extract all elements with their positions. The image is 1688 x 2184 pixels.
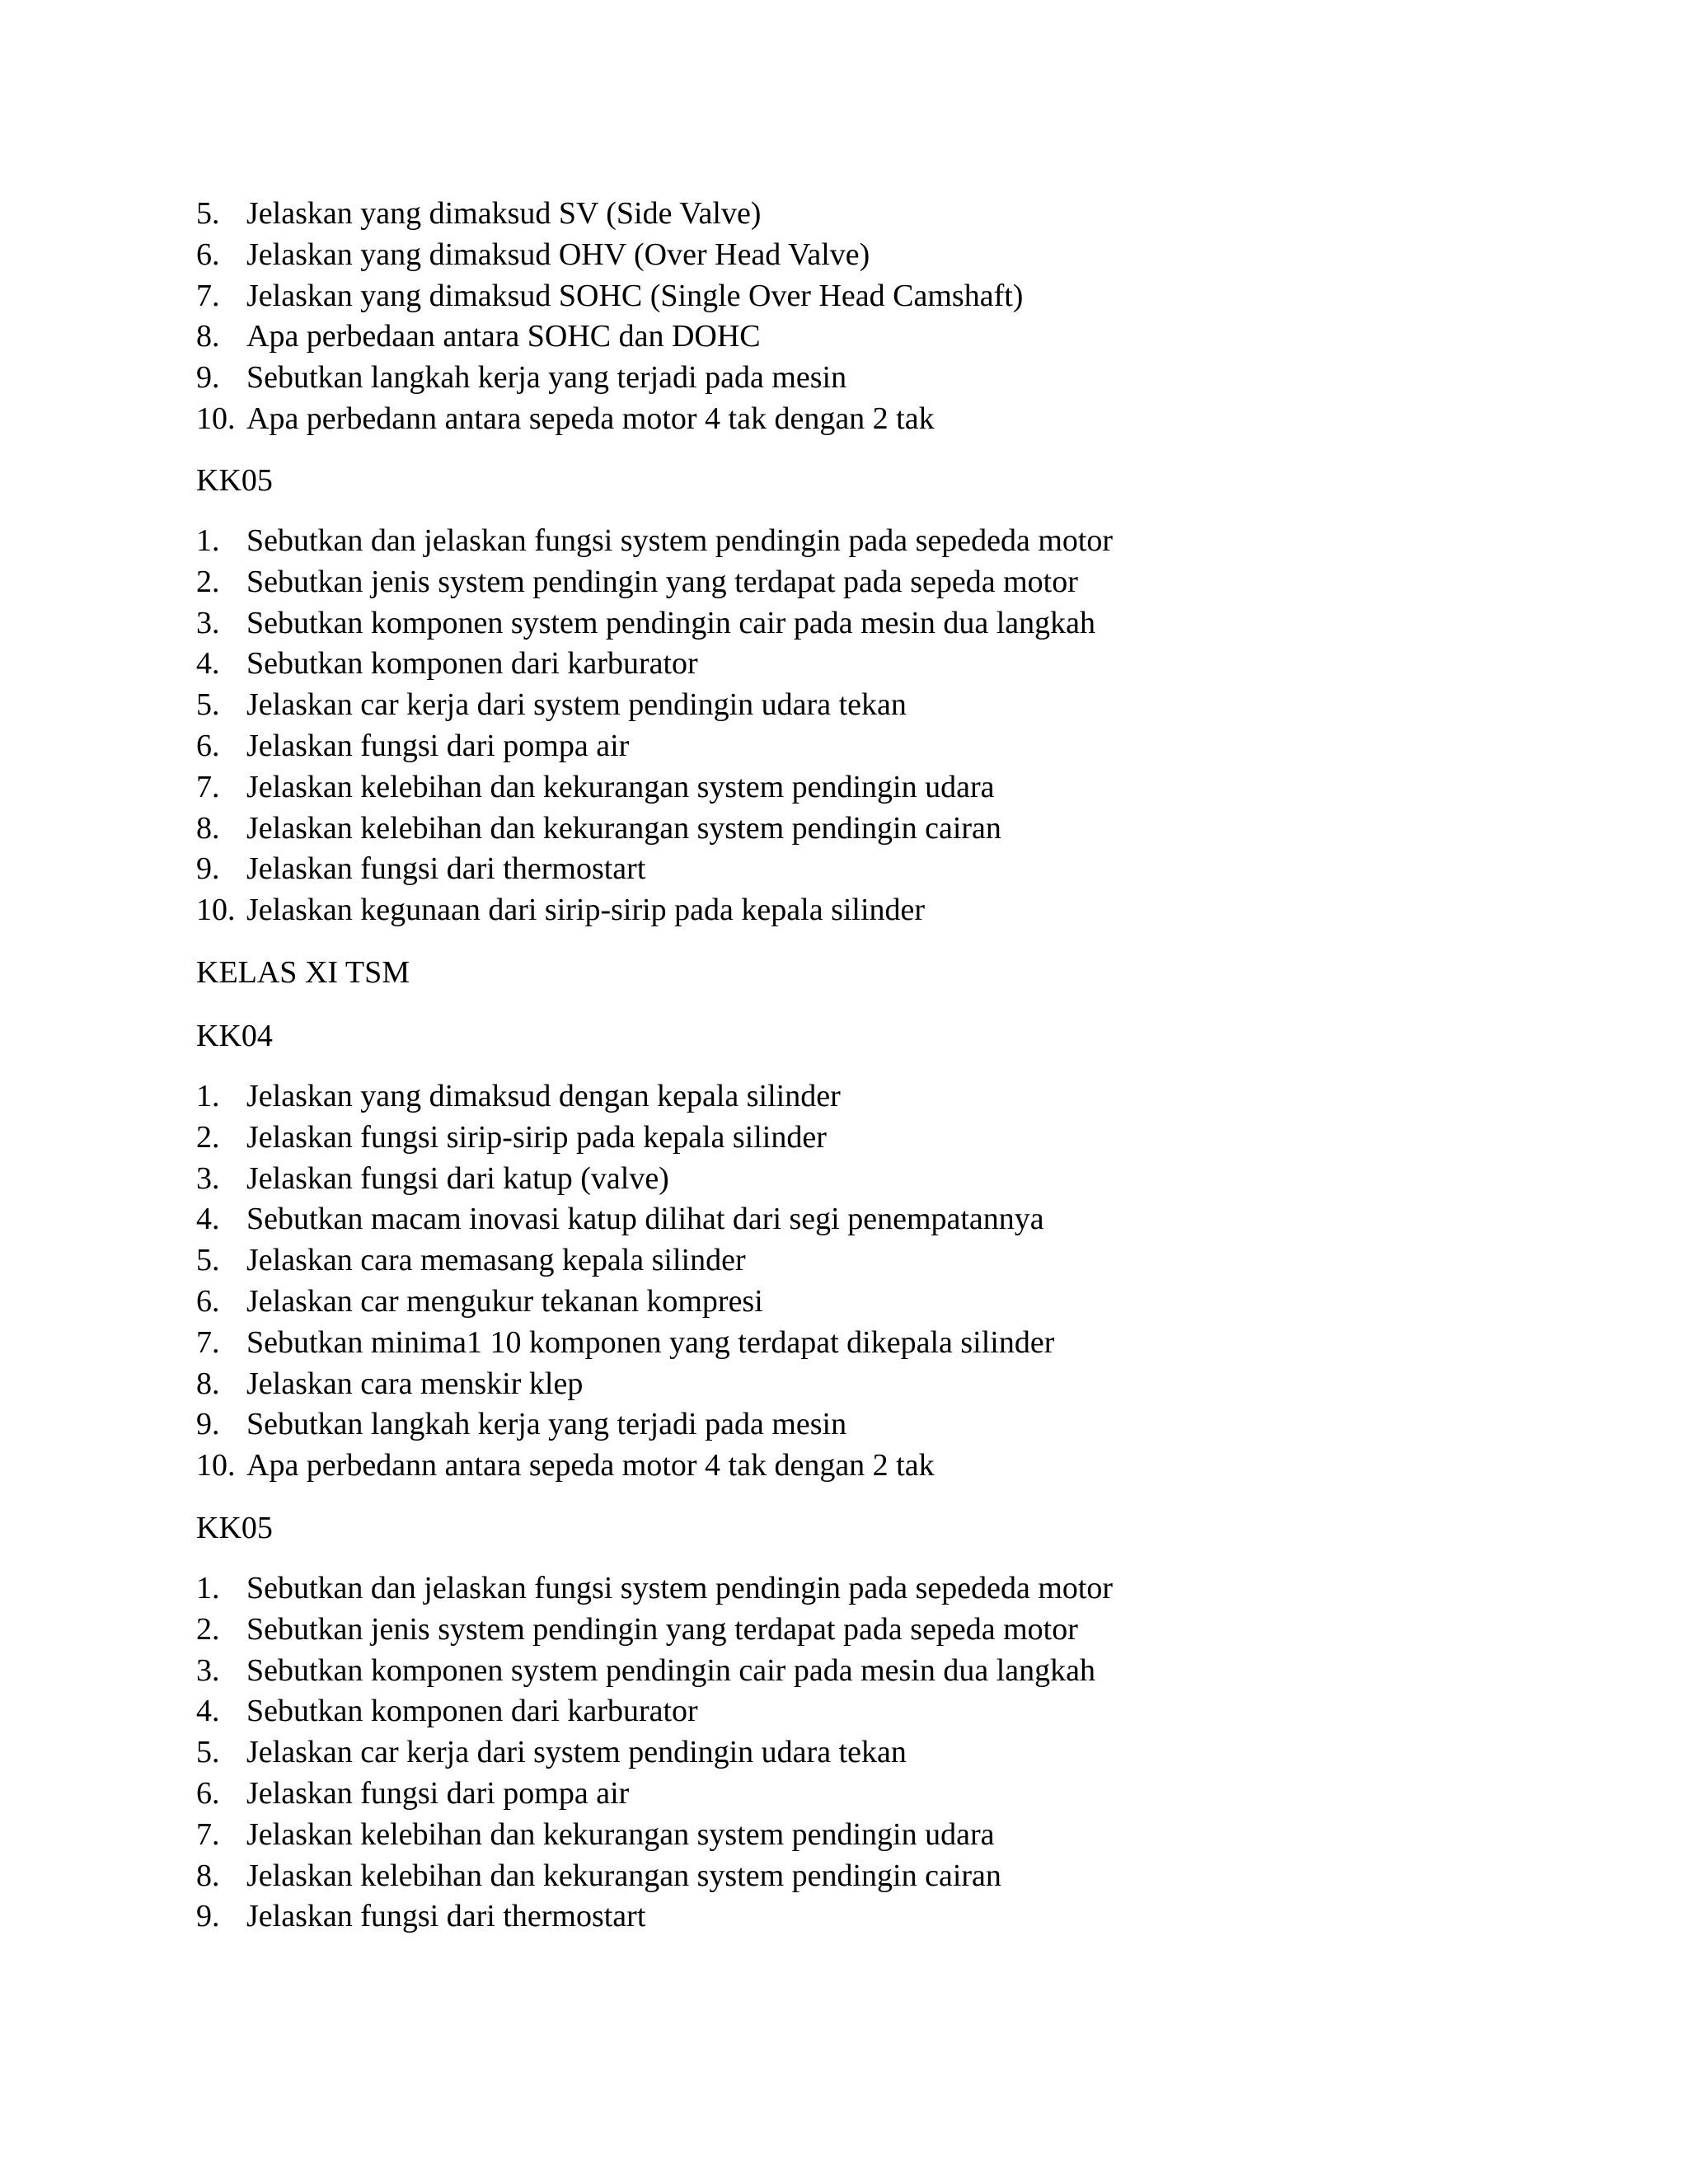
item-number: 7. — [196, 769, 220, 804]
item-number: 5. — [196, 196, 220, 231]
list-item — [196, 767, 1597, 808]
item-text: Jelaskan fungsi dari thermostart — [246, 1899, 646, 1934]
list-item — [196, 399, 1597, 440]
item-text: Jelaskan car mengukur tekanan kompresi — [246, 1283, 763, 1319]
item-number: 2. — [196, 564, 220, 599]
item-number: 6. — [196, 728, 220, 763]
item-text: Sebutkan komponen dari karburator — [246, 1694, 698, 1729]
item-text: Sebutkan dan jelaskan fungsi system pendingin pada sepededa motor — [246, 523, 1114, 558]
question-list — [196, 521, 1597, 931]
item-number: 1. — [196, 1571, 220, 1605]
list-item — [196, 194, 1597, 235]
section-heading-kk05: KK05 — [196, 463, 273, 498]
item-text: Jelaskan yang dimaksud OHV (Over Head Valve) — [246, 237, 870, 272]
list-item — [196, 1651, 1597, 1692]
list-item — [196, 235, 1597, 276]
item-text: Apa perbedaan antara SOHC dan DOHC — [246, 319, 761, 354]
list-item — [196, 849, 1597, 890]
item-text: Sebutkan minima1 10 komponen yang terdapat dikepala silinder — [246, 1324, 1055, 1360]
list-item — [196, 603, 1597, 644]
list-item — [196, 1364, 1597, 1405]
list-item — [196, 890, 1597, 931]
list-item — [196, 1610, 1597, 1651]
item-text: Jelaskan fungsi dari pompa air — [246, 728, 630, 763]
item-text: Sebutkan jenis system pendingin yang terdapat pada sepeda motor — [246, 564, 1078, 599]
list-item — [196, 1815, 1597, 1856]
item-number: 6. — [196, 237, 220, 272]
item-number: 9. — [196, 1899, 220, 1934]
question-list — [196, 1568, 1597, 1938]
list-item — [196, 1732, 1597, 1774]
item-number: 9. — [196, 360, 220, 396]
item-text: Jelaskan kelebihan dan kekurangan system pendingin udara — [246, 769, 995, 804]
item-number: 3. — [196, 1160, 220, 1196]
item-text: Sebutkan langkah kerja yang terjadi pada mesin — [246, 1407, 847, 1442]
list-item — [196, 1896, 1597, 1938]
item-text: Sebutkan langkah kerja yang terjadi pada mesin — [246, 360, 847, 396]
item-text: Jelaskan fungsi dari katup (valve) — [246, 1160, 669, 1196]
item-text: Jelaskan fungsi dari thermostart — [246, 851, 646, 887]
item-text: Jelaskan yang dimaksud dengan kepala silinder — [246, 1079, 841, 1113]
item-text: Jelaskan kelebihan dan kekurangan system pendingin udara — [246, 1816, 995, 1852]
item-number: 8. — [196, 1366, 220, 1401]
question-list-continued — [196, 194, 1597, 440]
list-item — [196, 1446, 1597, 1487]
item-number: 1. — [196, 1079, 220, 1113]
item-text: Sebutkan macam inovasi katup dilihat dari segi penempatannya — [246, 1202, 1044, 1237]
item-number: 3. — [196, 1652, 220, 1688]
item-number: 8. — [196, 810, 220, 846]
list-item — [196, 726, 1597, 767]
item-number: 5. — [196, 687, 220, 723]
item-number: 2. — [196, 1611, 220, 1647]
list-item — [196, 1774, 1597, 1815]
list-item — [196, 1691, 1597, 1732]
item-text: Sebutkan dan jelaskan fungsi system pendingin pada sepededa motor — [246, 1571, 1114, 1605]
list-item — [196, 1282, 1597, 1323]
list-item — [196, 1404, 1597, 1446]
item-text: Apa perbedann antara sepeda motor 4 tak dengan 2 tak — [246, 401, 935, 436]
item-number: 8. — [196, 319, 220, 354]
list-item — [196, 276, 1597, 317]
question-list-kk05 — [196, 521, 1597, 931]
list-item — [196, 1199, 1597, 1240]
section-heading-kk04: KK04 — [196, 1019, 273, 1053]
item-text: Jelaskan fungsi sirip-sirip pada kepala silinder — [246, 1119, 827, 1155]
item-text: Jelaskan kelebihan dan kekurangan system pendingin cairan — [246, 1858, 1001, 1893]
item-text: Jelaskan kelebihan dan kekurangan system pendingin cairan — [246, 810, 1001, 846]
item-number: 9. — [196, 851, 220, 887]
question-list-kk05 — [196, 1568, 1597, 1938]
list-item — [196, 316, 1597, 358]
item-text: Sebutkan komponen system pendingin cair pada mesin dua langkah — [246, 1652, 1095, 1688]
item-number: 4. — [196, 1202, 220, 1237]
item-text: Jelaskan cara menskir klep — [246, 1366, 584, 1401]
item-number: 7. — [196, 1324, 220, 1360]
item-text: Sebutkan komponen system pendingin cair pada mesin dua langkah — [246, 605, 1095, 640]
item-number: 7. — [196, 1816, 220, 1852]
list-item — [196, 1856, 1597, 1897]
item-number: 9. — [196, 1407, 220, 1442]
item-text: Jelaskan cara memasang kepala silinder — [246, 1243, 746, 1278]
item-number: 4. — [196, 646, 220, 682]
item-number: 5. — [196, 1735, 220, 1770]
question-list-kk04 — [196, 1076, 1597, 1487]
list-item — [196, 644, 1597, 685]
section-heading-kk05: KK05 — [196, 1511, 273, 1545]
item-number: 3. — [196, 605, 220, 640]
item-text: Jelaskan fungsi dari pompa air — [246, 1775, 630, 1811]
list-item — [196, 1240, 1597, 1282]
item-text: Jelaskan car kerja dari system pendingin udara tekan — [246, 1735, 907, 1770]
item-text: Jelaskan car kerja dari system pendingin udara tekan — [246, 687, 907, 723]
list-item — [196, 1159, 1597, 1200]
list-item — [196, 808, 1597, 850]
item-number: 10. — [196, 401, 236, 436]
item-number: 6. — [196, 1283, 220, 1319]
item-number: 2. — [196, 1119, 220, 1155]
question-list — [196, 1076, 1597, 1487]
list-item — [196, 685, 1597, 726]
list-item — [196, 521, 1597, 562]
item-number: 7. — [196, 278, 220, 313]
item-number: 4. — [196, 1694, 220, 1729]
item-number: 5. — [196, 1243, 220, 1278]
list-item — [196, 358, 1597, 399]
item-number: 10. — [196, 1448, 236, 1483]
list-item — [196, 1118, 1597, 1159]
item-number: 1. — [196, 523, 220, 558]
list-item — [196, 1323, 1597, 1364]
item-text: Sebutkan komponen dari karburator — [246, 646, 698, 682]
list-item — [196, 1568, 1597, 1610]
item-number: 8. — [196, 1858, 220, 1893]
question-list — [196, 194, 1597, 440]
section-heading-kelas: KELAS XI TSM — [196, 955, 410, 990]
list-item — [196, 562, 1597, 603]
item-text: Apa perbedann antara sepeda motor 4 tak dengan 2 tak — [246, 1448, 935, 1483]
item-number: 6. — [196, 1775, 220, 1811]
item-number: 10. — [196, 893, 236, 928]
item-text: Sebutkan jenis system pendingin yang terdapat pada sepeda motor — [246, 1611, 1078, 1647]
list-item — [196, 1076, 1597, 1118]
item-text: Jelaskan yang dimaksud SV (Side Valve) — [246, 196, 762, 231]
item-text: Jelaskan kegunaan dari sirip-sirip pada kepala silinder — [246, 893, 926, 928]
item-text: Jelaskan yang dimaksud SOHC (Single Over Head Camshaft) — [246, 278, 1024, 313]
